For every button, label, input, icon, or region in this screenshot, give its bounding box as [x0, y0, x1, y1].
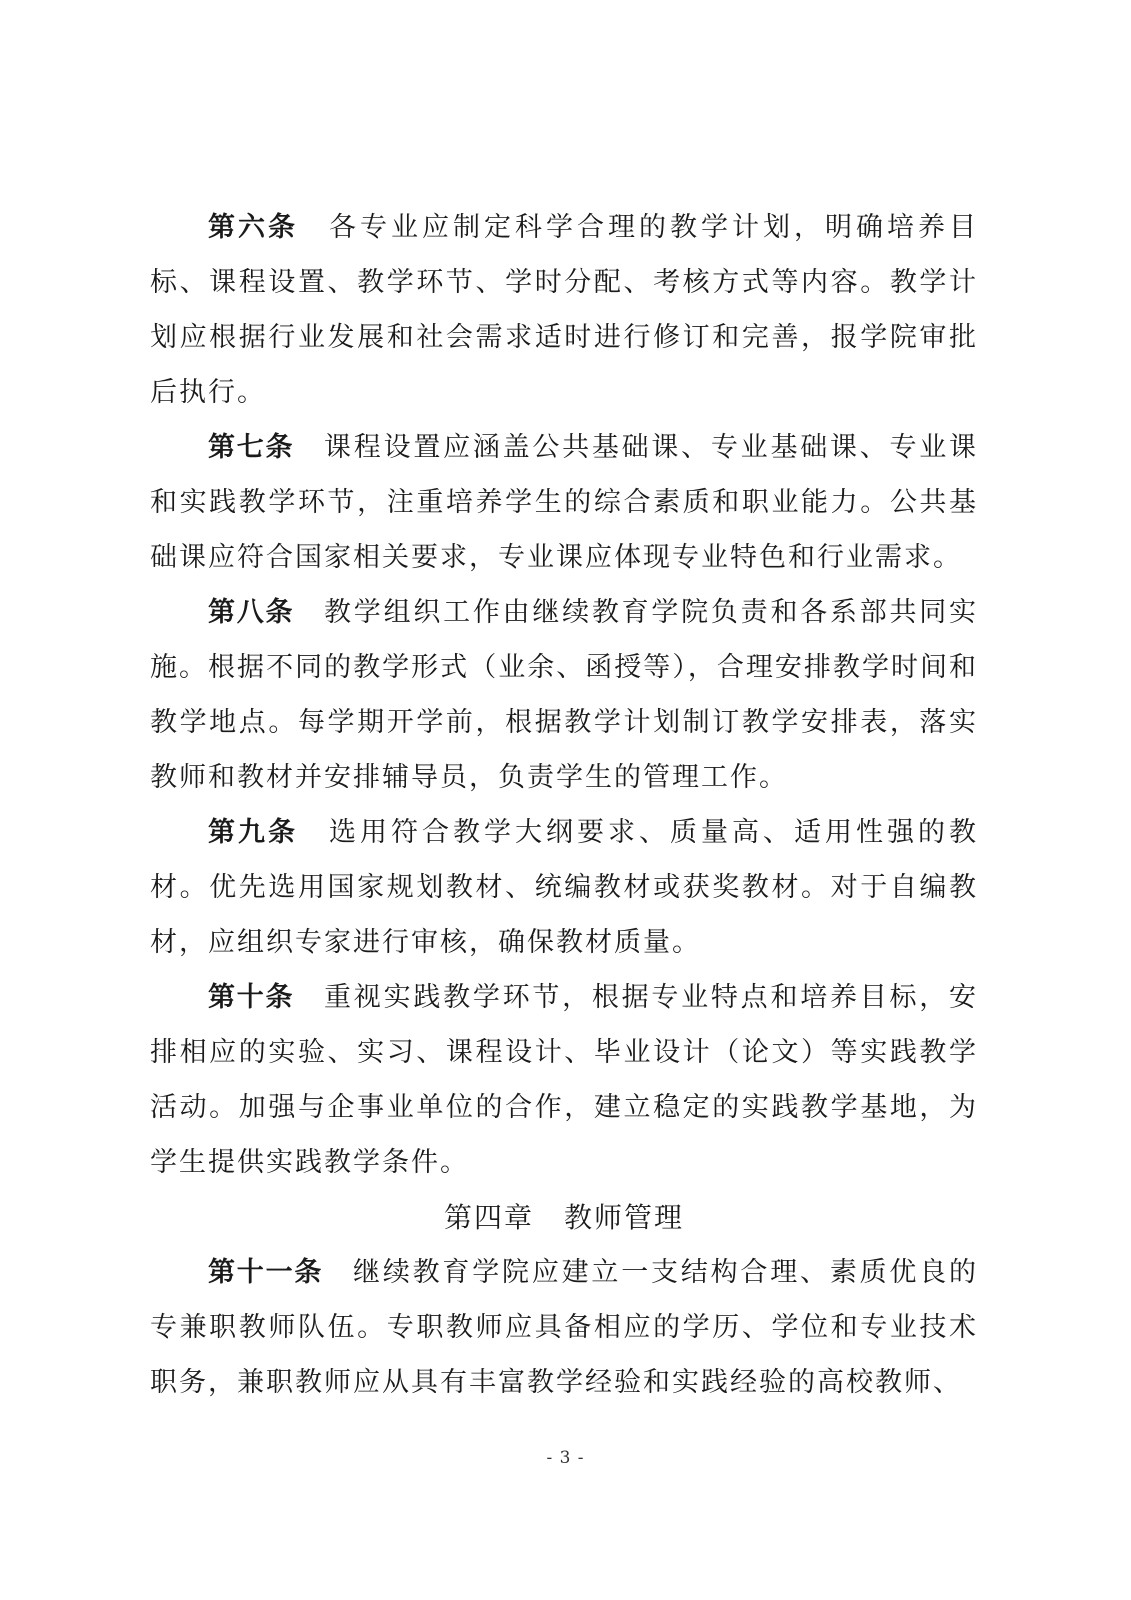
article-label: 第九条 — [208, 817, 298, 848]
article-label: 第十一条 — [208, 1257, 324, 1288]
article-text: 继续教育学院应建立一支结构合理、素质优良的专兼职教师队伍。专职教师应具备相应的学历、学位和专业技术职务，兼职教师应从具有丰富教学经验和实践经验的高校教师、 — [150, 1257, 979, 1398]
article-text: 选用符合教学大纲要求、质量高、适用性强的教材。优先选用国家规划教材、统编教材或获奖教材。对于自编教材，应组织专家进行审核，确保教材质量。 — [150, 817, 978, 958]
article-text: 重视实践教学环节，根据专业特点和培养目标，安排相应的实验、实习、课程设计、毕业设计（论文）等实践教学活动。加强与企事业单位的合作，建立稳定的实践教学基地，为学生提供实践教学条件。 — [150, 982, 979, 1178]
article-8 — [150, 585, 978, 805]
article-11 — [150, 1245, 978, 1410]
article-label: 第十条 — [208, 982, 295, 1013]
chapter-heading: 第四章 教师管理 — [443, 1201, 684, 1234]
article-label: 第七条 — [208, 432, 295, 463]
article-6 — [150, 200, 978, 420]
article-text: 教学组织工作由继续教育学院负责和各系部共同实施。根据不同的教学形式（业余、函授等），合理安排教学时间和教学地点。每学期开学前，根据教学计划制订教学安排表，落实教师和教材并安排辅导员，负责学生的管理工作。 — [150, 597, 979, 793]
article-label: 第六条 — [208, 212, 298, 243]
article-text: 各专业应制定科学合理的教学计划，明确培养目标、课程设置、教学环节、学时分配、考核方式等内容。教学计划应根据行业发展和社会需求适时进行修订和完善，报学院审批后执行。 — [150, 212, 978, 408]
page-number: - 3 - — [546, 1448, 585, 1468]
article-7 — [150, 420, 978, 585]
article-text: 课程设置应涵盖公共基础课、专业基础课、专业课和实践教学环节，注重培养学生的综合素质和职业能力。公共基础课应符合国家相关要求，专业课应体现专业特色和行业需求。 — [150, 432, 979, 573]
article-9 — [150, 805, 978, 970]
document-body — [150, 200, 978, 1410]
article-label: 第八条 — [208, 597, 295, 628]
article-10 — [150, 970, 978, 1190]
